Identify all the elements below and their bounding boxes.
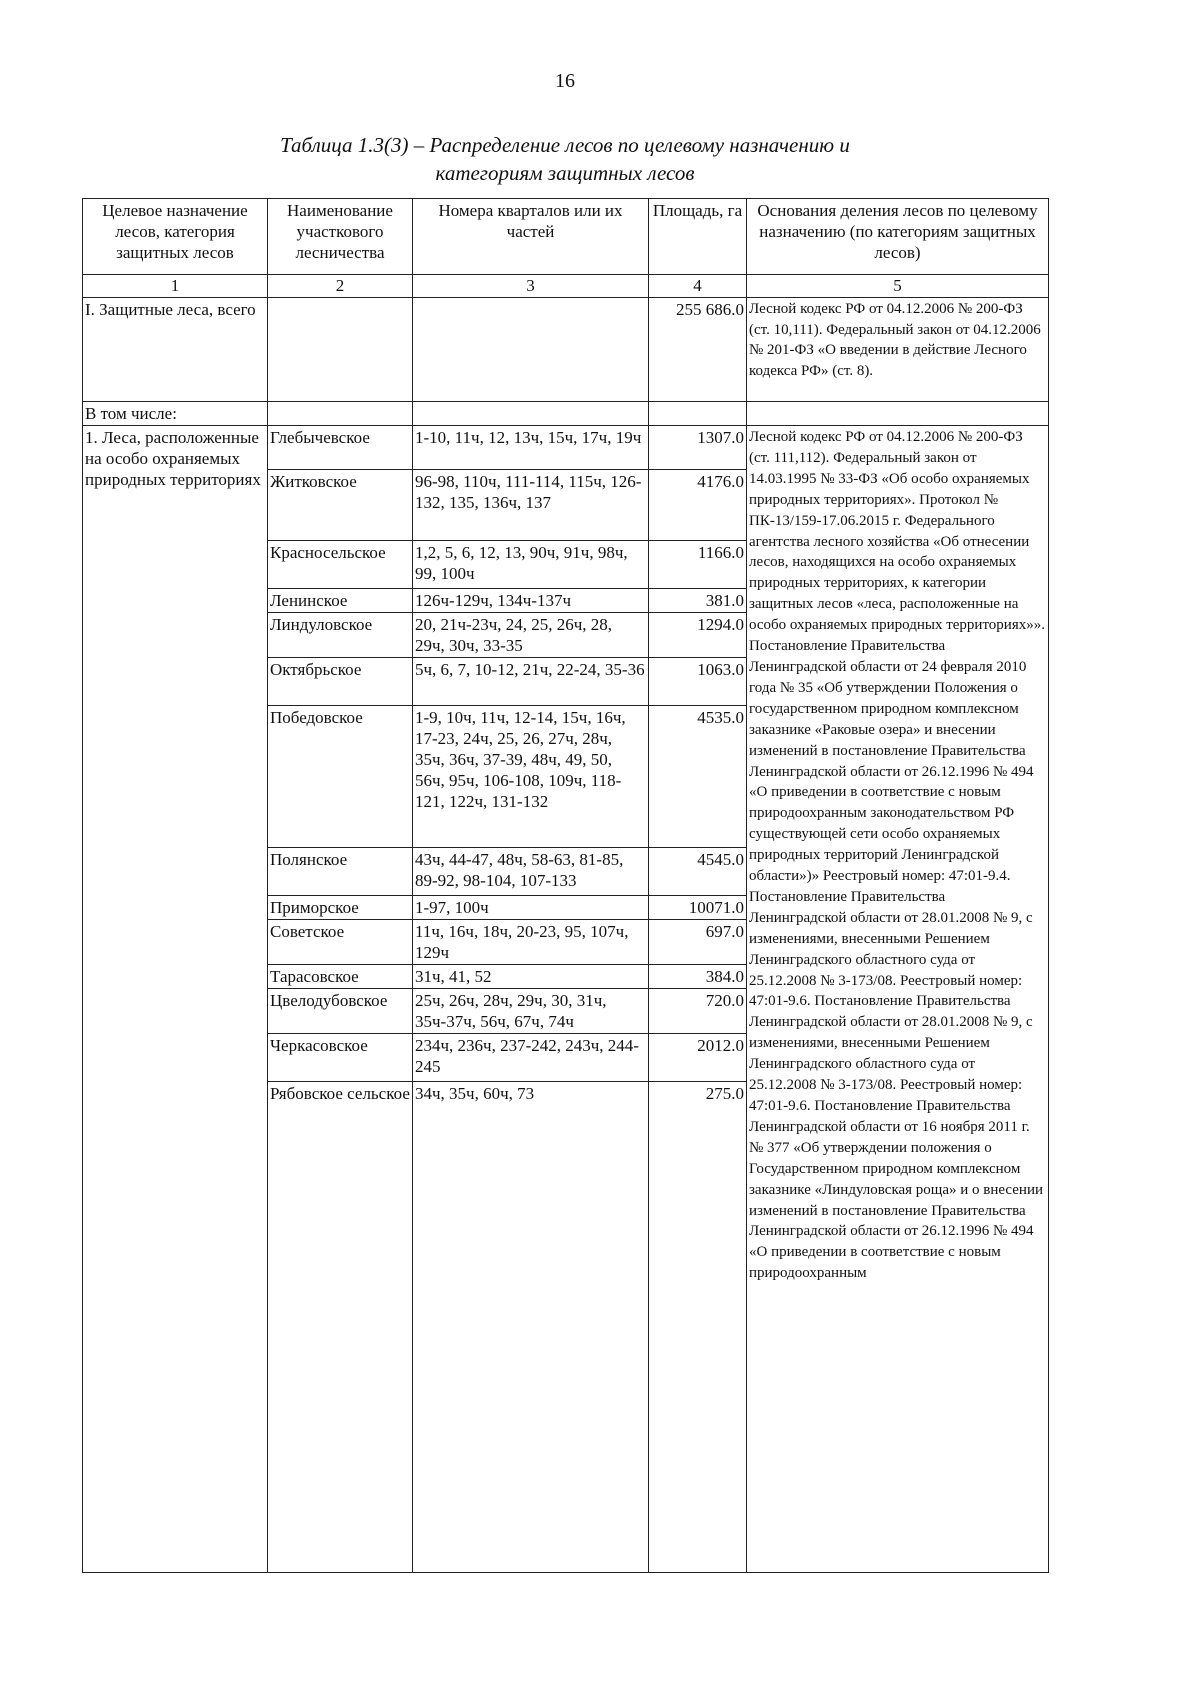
quarter-numbers: 5ч, 6, 7, 10-12, 21ч, 22-24, 35-36: [413, 658, 649, 706]
empty-cell: [649, 402, 747, 426]
quarter-numbers: 31ч, 41, 52: [413, 965, 649, 989]
table-row: [83, 426, 1049, 470]
quarter-numbers: 96-98, 110ч, 111-114, 115ч, 126-132, 135, 136ч, 137: [413, 470, 649, 541]
header-area: Площадь, га: [649, 199, 747, 275]
forestry-name: Житковское: [268, 470, 413, 541]
page-number: 16: [555, 70, 575, 92]
forestry-name: Линдуловское: [268, 613, 413, 658]
forestry-name: Победовское: [268, 706, 413, 848]
quarter-numbers: 34ч, 35ч, 60ч, 73: [413, 1082, 649, 1573]
total-row: [83, 298, 1049, 402]
area-value: 1294.0: [649, 613, 747, 658]
column-number: 5: [747, 275, 1049, 298]
forest-distribution-table: [82, 198, 1049, 1573]
header-basis: Основания деления лесов по целевому назначению (по категориям защитных лесов): [747, 199, 1049, 275]
total-category: I. Защитные леса, всего: [83, 298, 268, 402]
header-row: [83, 199, 1049, 275]
column-number-row: [83, 275, 1049, 298]
quarter-numbers: 126ч-129ч, 134ч-137ч: [413, 589, 649, 613]
area-value: 720.0: [649, 989, 747, 1034]
including-label: В том числе:: [83, 402, 268, 426]
quarter-numbers: 1-97, 100ч: [413, 896, 649, 920]
area-value: 697.0: [649, 920, 747, 965]
forestry-name: Рябовское сельское: [268, 1082, 413, 1573]
total-area: 255 686.0: [649, 298, 747, 402]
forestry-name: Октябрьское: [268, 658, 413, 706]
forestry-name: Приморское: [268, 896, 413, 920]
area-value: 2012.0: [649, 1034, 747, 1082]
header-forestry: Наименование участкового лесничества: [268, 199, 413, 275]
area-value: 4545.0: [649, 848, 747, 896]
area-value: 275.0: [649, 1082, 747, 1573]
total-basis: Лесной кодекс РФ от 04.12.2006 № 200-ФЗ (ст. 10,111). Федеральный закон от 04.12.2006 № 201-ФЗ «О введении в действие Лесного кодекса РФ» (ст. 8).: [747, 298, 1049, 402]
column-number: 3: [413, 275, 649, 298]
area-value: 4176.0: [649, 470, 747, 541]
caption-line-2: категориям защитных лесов: [435, 161, 695, 185]
empty-cell: [413, 298, 649, 402]
forestry-name: Тарасовское: [268, 965, 413, 989]
column-number: 4: [649, 275, 747, 298]
quarter-numbers: 25ч, 26ч, 28ч, 29ч, 30, 31ч, 35ч-37ч, 56ч, 67ч, 74ч: [413, 989, 649, 1034]
forestry-name: Глебычевское: [268, 426, 413, 470]
column-number: 1: [83, 275, 268, 298]
column-number: 2: [268, 275, 413, 298]
area-value: 384.0: [649, 965, 747, 989]
area-value: 1063.0: [649, 658, 747, 706]
quarter-numbers: 1,2, 5, 6, 12, 13, 90ч, 91ч, 98ч, 99, 100ч: [413, 541, 649, 589]
empty-cell: [747, 402, 1049, 426]
forestry-name: Ленинское: [268, 589, 413, 613]
empty-cell: [413, 402, 649, 426]
quarter-numbers: 1-9, 10ч, 11ч, 12-14, 15ч, 16ч, 17-23, 24ч, 25, 26, 27ч, 28ч, 35ч, 36ч, 37-39, 48ч, 49, 50, 56ч, 95ч, 106-108, 109ч, 118-121, 122ч, 131-132: [413, 706, 649, 848]
quarter-numbers: 11ч, 16ч, 18ч, 20-23, 95, 107ч, 129ч: [413, 920, 649, 965]
quarter-numbers: 234ч, 236ч, 237-242, 243ч, 244-245: [413, 1034, 649, 1082]
quarter-numbers: 43ч, 44-47, 48ч, 58-63, 81-85, 89-92, 98-104, 107-133: [413, 848, 649, 896]
forestry-name: Полянское: [268, 848, 413, 896]
header-category: Целевое назначение лесов, категория защитных лесов: [83, 199, 268, 275]
including-row: [83, 402, 1049, 426]
forestry-name: Красносельское: [268, 541, 413, 589]
quarter-numbers: 20, 21ч-23ч, 24, 25, 26ч, 28, 29ч, 30ч, 33-35: [413, 613, 649, 658]
quarter-numbers: 1-10, 11ч, 12, 13ч, 15ч, 17ч, 19ч: [413, 426, 649, 470]
area-value: 4535.0: [649, 706, 747, 848]
forestry-name: Советское: [268, 920, 413, 965]
group-category: 1. Леса, расположенные на особо охраняемых природных территориях: [83, 426, 268, 1573]
header-quarters: Номера кварталов или их частей: [413, 199, 649, 275]
forestry-name: Черкасовское: [268, 1034, 413, 1082]
area-value: 1166.0: [649, 541, 747, 589]
area-value: 381.0: [649, 589, 747, 613]
group-basis: Лесной кодекс РФ от 04.12.2006 № 200-ФЗ (ст. 111,112). Федеральный закон от 14.03.1995 № 33-ФЗ «Об особо охраняемых природных территориях». Протокол № ПК-13/159-17.06.2015 г. Федерального агентства лесного хозяйства «Об отнесении лесов, находящихся на особо охраняемых природных территориях, к категории защитных лесов «леса, расположенные на особо охраняемых природных территориях»». Постановление Правительства Ленинградской области от 24 февраля 2010 года № 35 «Об утверждении Положения о государственном природном комплексном заказнике «Раковые озера» и внесении изменений в постановление Правительства Ленинградской области от 26.12.1996 № 494 «О приведении в соответствие с новым природоохранным законодательством РФ существующей сети особо охраняемых природных территорий Ленинградской области»)» Реестровый номер: 47:01-9.4. Постановление Правительства Ленинградской области от 28.01.2008 № 9, с изменениями, внесенными Решением Ленинградского областного суда от 25.12.2008 № 3-173/08. Реестровый номер: 47:01-9.6. Постановление Правительства Ленинградской области от 28.01.2008 № 9, с изменениями, внесенными Решением Ленинградского областного суда от 25.12.2008 № 3-173/08. Реестровый номер: 47:01-9.6. Постановление Правительства Ленинградской области от 16 ноября 2011 г. № 377 «Об утверждении положения о Государственном природном комплексном заказнике «Линдуловская роща» и о внесении изменений в постановление Правительства Ленинградской области от 26.12.1996 № 494 «О приведении в соответствие с новым природоохранным: [747, 426, 1049, 1573]
table-caption: [0, 131, 1130, 187]
empty-cell: [268, 298, 413, 402]
caption-line-1: Таблица 1.3(3) – Распределение лесов по целевому назначению и: [280, 133, 850, 157]
area-value: 10071.0: [649, 896, 747, 920]
forestry-name: Цвелодубовское: [268, 989, 413, 1034]
area-value: 1307.0: [649, 426, 747, 470]
empty-cell: [268, 402, 413, 426]
